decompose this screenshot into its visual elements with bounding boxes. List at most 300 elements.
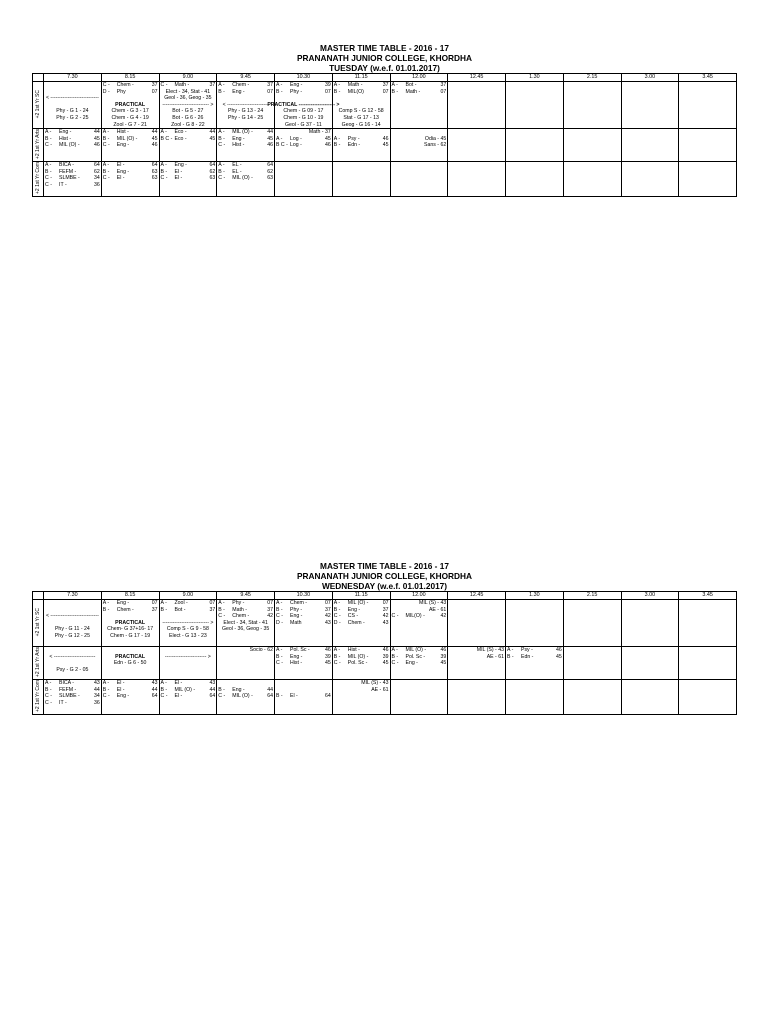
section-code: A - xyxy=(102,162,110,169)
cell-entry xyxy=(103,169,158,176)
room-number: 46 xyxy=(151,142,158,149)
cell-entry: PRACTICAL xyxy=(115,619,146,626)
cell-entry xyxy=(161,687,216,694)
cell-entry xyxy=(45,647,100,654)
room-number: 46 xyxy=(324,647,331,654)
room-number: 42 xyxy=(324,613,331,620)
timetable-cell xyxy=(332,680,390,715)
stream-label-cell xyxy=(33,680,44,715)
subject-name: El - xyxy=(174,168,183,175)
section-code: C - xyxy=(160,175,168,182)
period-header: 8.15 xyxy=(101,592,159,600)
cell-entry xyxy=(334,600,389,607)
section-code: B - xyxy=(218,88,225,95)
cell-entry xyxy=(161,82,216,89)
subject-name: Pol. Sc - xyxy=(347,660,368,667)
cell-entry: Comp S - G 12 - 58 xyxy=(338,108,384,115)
cell-entry xyxy=(161,169,216,176)
section-code: B - xyxy=(160,606,168,613)
subject-name: El - xyxy=(174,693,183,700)
timetable-cell xyxy=(506,129,564,162)
cell-entry xyxy=(45,693,100,700)
cell-entry xyxy=(103,647,158,654)
cell-entry: PRACTICAL xyxy=(115,653,146,660)
subject-name: MIL (O) - xyxy=(232,693,253,700)
subject-name: Eng - xyxy=(116,168,130,175)
stream-row xyxy=(33,600,737,647)
cell-entry xyxy=(218,607,273,614)
subject-name: Bot - xyxy=(405,82,417,88)
cell-entry xyxy=(218,95,273,102)
subject-name: Log - xyxy=(290,135,302,142)
subject-name: El - xyxy=(116,175,125,182)
period-header: 10.30 xyxy=(275,74,333,82)
timetable-cell xyxy=(44,680,102,715)
timetable-tuesday xyxy=(32,43,737,197)
subject-name: Math - xyxy=(347,82,363,88)
room-number: 44 xyxy=(209,129,216,136)
cell-entry xyxy=(507,660,562,667)
cell-entry xyxy=(161,640,216,647)
period-header: 2.15 xyxy=(563,592,621,600)
section-code: C - xyxy=(102,693,110,700)
room-number: 37 xyxy=(382,606,389,613)
timetable-cell xyxy=(621,680,679,715)
cell-entry: MIL (S) - 43 xyxy=(476,647,504,654)
cell-entry: Zool - G 7 - 21 xyxy=(113,121,147,128)
room-number: 39 xyxy=(382,653,389,660)
subject-name: Chem - xyxy=(232,82,250,88)
timetable-title2: PRANANATH JUNIOR COLLEGE, KHORDHA xyxy=(296,571,472,581)
cell-entry: Chem - G 09 - 17 xyxy=(283,108,324,115)
timetable-cell xyxy=(275,162,333,197)
period-header: 10.30 xyxy=(275,592,333,600)
period-header: 1.30 xyxy=(506,74,564,82)
period-header: 7.30 xyxy=(44,74,102,82)
timetable-cell xyxy=(621,162,679,197)
cell-entry xyxy=(45,182,100,189)
subject-name: FEFM - xyxy=(59,686,77,693)
cell-entry: Edn - G 6 - 50 xyxy=(113,660,147,667)
cell-entry xyxy=(276,136,331,143)
subject-name: Math - xyxy=(405,88,421,95)
cell-entry xyxy=(45,89,100,96)
cell-entry xyxy=(276,693,331,700)
cell-entry: Elect - 34, Stat - 41 xyxy=(223,619,268,626)
cell-entry xyxy=(276,687,331,694)
timetable-cell xyxy=(217,647,275,680)
period-header: 1.30 xyxy=(506,592,564,600)
period-header: 3.45 xyxy=(679,592,737,600)
room-number: 07 xyxy=(151,88,158,95)
timetable-cell xyxy=(44,129,102,162)
timetable-cell xyxy=(101,600,159,647)
timetable-cell xyxy=(506,82,564,129)
section-code: A - xyxy=(160,680,167,687)
timetable-cell xyxy=(621,647,679,680)
section-code: A - xyxy=(160,162,167,169)
cell-entry xyxy=(334,626,389,633)
stream-label: +2 1st Yr SC xyxy=(34,89,41,119)
timetable-title1: MASTER TIME TABLE - 2016 - 17 xyxy=(320,43,449,53)
room-number: 62 xyxy=(267,168,273,175)
room-number: 45 xyxy=(382,142,389,149)
section-code: B - xyxy=(276,653,283,660)
cell-entry: PRACTICAL xyxy=(115,101,146,108)
period-header: 9.00 xyxy=(159,74,217,82)
subject-name: El - xyxy=(174,680,183,687)
section-code: B - xyxy=(102,168,110,175)
section-code: A - xyxy=(276,82,283,88)
cell-entry xyxy=(392,647,447,654)
room-number: 44 xyxy=(209,686,216,693)
cell-entry xyxy=(334,142,389,149)
subject-name: Eng - xyxy=(290,613,303,620)
timetable-cell xyxy=(679,680,737,715)
section-code: B - xyxy=(276,606,283,613)
section-code: B - xyxy=(218,135,225,142)
cell-entry xyxy=(392,633,447,640)
cell-entry xyxy=(218,142,273,149)
timetable-cell xyxy=(101,129,159,162)
cell-entry: Bot - G 5 - 27 xyxy=(172,108,204,115)
room-number: 64 xyxy=(93,162,100,169)
cell-entry xyxy=(334,667,389,674)
subject-name: Eng - xyxy=(232,135,245,142)
subject-name: El - xyxy=(174,175,183,182)
cell-entry xyxy=(103,136,158,143)
room-number: 45 xyxy=(209,135,216,142)
cell-entry xyxy=(103,640,158,647)
cell-entry: Zool - G 8 - 22 xyxy=(171,121,205,128)
period-header: 8.15 xyxy=(101,74,159,82)
room-number: 45 xyxy=(324,660,331,667)
cell-entry xyxy=(45,82,100,89)
cell-entry xyxy=(45,149,100,156)
section-code: C - xyxy=(218,175,226,182)
section-code: A - xyxy=(45,680,52,687)
cell-entry xyxy=(103,613,158,620)
stream-label: +2 1st Yr Arts xyxy=(34,647,41,678)
section-code: A - xyxy=(276,647,283,654)
room-number: 34 xyxy=(93,693,100,700)
cell-entry xyxy=(45,660,100,667)
timetable-cell xyxy=(217,680,275,715)
room-number: 37 xyxy=(382,82,389,88)
cell-entry xyxy=(334,149,389,156)
period-header: 3.00 xyxy=(621,592,679,600)
timetable-cell xyxy=(332,82,390,129)
timetable-wednesday xyxy=(32,561,737,715)
section-code: B - xyxy=(391,653,399,660)
cell-entry xyxy=(103,680,158,687)
section-code: B - xyxy=(102,686,110,693)
room-number: 45 xyxy=(440,660,447,667)
cell-entry: < ------------------------ xyxy=(222,101,269,108)
room-number: 63 xyxy=(267,175,273,182)
subject-name: MIL (O) - xyxy=(232,129,253,136)
header-row xyxy=(33,74,737,82)
cell-entry xyxy=(103,149,158,156)
section-code: B - xyxy=(45,168,52,175)
cell-entry xyxy=(161,136,216,143)
timetable-cell xyxy=(159,129,217,162)
section-code: A - xyxy=(45,162,52,169)
timetable-cell xyxy=(448,129,506,162)
section-code: C - xyxy=(102,82,110,88)
subject-name: Eng - xyxy=(405,660,418,667)
cell-entry: AE - 61 xyxy=(486,653,504,660)
cell-entry xyxy=(276,640,331,647)
subject-name: MIL (O) - xyxy=(347,600,369,606)
cell-entry xyxy=(276,700,331,707)
cell-entry xyxy=(392,95,447,102)
room-number: 64 xyxy=(151,162,158,169)
cell-entry xyxy=(276,660,331,667)
room-number: 43 xyxy=(209,680,216,687)
cell-entry xyxy=(161,667,216,674)
room-number: 37 xyxy=(151,82,158,88)
subject-name: Zool - xyxy=(174,600,188,606)
subject-name: Math - xyxy=(174,82,190,88)
timetable-cell xyxy=(390,680,448,715)
room-number: 07 xyxy=(382,88,389,95)
cell-entry xyxy=(334,654,389,661)
section-code: B - xyxy=(45,135,52,142)
cell-entry xyxy=(103,162,158,169)
room-number: 44 xyxy=(151,129,158,136)
timetable-grid xyxy=(32,591,737,715)
subject-name: Eng - xyxy=(347,606,361,613)
timetable-cell xyxy=(44,647,102,680)
cell-entry: < ---------------------------- xyxy=(45,613,99,620)
room-number: 36 xyxy=(93,700,100,707)
cell-entry xyxy=(218,136,273,143)
timetable-title3: WEDNESDAY (w.e.f. 01.01.2017) xyxy=(321,581,448,591)
cell-entry xyxy=(276,654,331,661)
section-code: B - xyxy=(276,88,283,95)
section-code: D - xyxy=(333,619,341,626)
cell-entry xyxy=(218,640,273,647)
cell-entry xyxy=(161,660,216,667)
stream-row xyxy=(33,129,737,162)
cell-entry xyxy=(392,654,447,661)
timetable-title3: TUESDAY (w.e.f. 01.01.2017) xyxy=(329,63,440,73)
subject-name: Hist - xyxy=(116,129,129,136)
cell-entry xyxy=(218,693,273,700)
timetable-cell xyxy=(563,680,621,715)
subject-name: MIL (O) - xyxy=(116,135,138,142)
cell-entry xyxy=(218,129,273,136)
room-number: 64 xyxy=(209,162,216,169)
cell-entry xyxy=(392,626,447,633)
cell-entry: Comp S - G 9 - 58 xyxy=(166,626,209,633)
section-code: B - xyxy=(218,168,225,175)
room-number: 62 xyxy=(209,168,216,175)
cell-entry xyxy=(392,613,447,620)
timetable-cell xyxy=(159,82,217,129)
subject-name: Phy - xyxy=(290,88,303,95)
section-code: C - xyxy=(160,693,168,700)
room-number: 46 xyxy=(93,142,100,149)
subject-name: BICA - xyxy=(59,162,74,169)
section-code: B - xyxy=(276,693,283,700)
cell-entry xyxy=(334,693,389,700)
cell-entry xyxy=(334,82,389,89)
period-header: 11.15 xyxy=(332,592,390,600)
subject-name: Psy - xyxy=(521,647,533,654)
section-code: A - xyxy=(333,82,341,88)
stream-row xyxy=(33,162,737,197)
cell-entry xyxy=(392,122,447,129)
cell-entry xyxy=(103,89,158,96)
cell-entry xyxy=(218,700,273,707)
timetable-cell xyxy=(217,82,275,129)
section-code: A - xyxy=(102,680,110,687)
subject-name: BICA - xyxy=(59,680,74,687)
room-number: 37 xyxy=(440,82,447,88)
stream-row xyxy=(33,647,737,680)
cell-entry: Odia - 45 xyxy=(424,135,447,142)
section-code: C - xyxy=(45,142,52,149)
subject-name: Pol. Sc - xyxy=(405,653,426,660)
cell-entry: Phy - G 1 - 24 xyxy=(56,108,89,115)
timetable-cell xyxy=(563,129,621,162)
cell-entry xyxy=(161,149,216,156)
room-number: 43 xyxy=(324,619,331,626)
room-number: 45 xyxy=(267,135,273,142)
section-code: B - xyxy=(507,653,514,660)
cell-entry xyxy=(161,129,216,136)
section-code: B C - xyxy=(276,142,288,149)
cell-entry xyxy=(218,660,273,667)
room-number: 42 xyxy=(267,613,273,620)
period-header: 9.45 xyxy=(217,74,275,82)
cell-entry xyxy=(449,660,504,667)
room-number: 37 xyxy=(267,606,273,613)
timetable-grid xyxy=(32,73,737,197)
cell-entry xyxy=(392,149,447,156)
room-number: 07 xyxy=(440,88,447,95)
subject-name: Chem - xyxy=(347,619,365,626)
section-code: A - xyxy=(160,129,167,136)
cell-entry xyxy=(218,680,273,687)
cell-entry: Elect - G 13 - 23 xyxy=(168,632,207,639)
subject-name: El - xyxy=(116,162,125,169)
timetable-cell xyxy=(506,647,564,680)
timetable-cell xyxy=(448,82,506,129)
subject-name: CS - xyxy=(347,613,359,620)
timetable-cell xyxy=(679,129,737,162)
timetable-cell xyxy=(679,600,737,647)
room-number: 46 xyxy=(382,647,389,654)
room-number: 64 xyxy=(324,693,331,700)
cell-entry xyxy=(276,620,331,627)
timetable-cell xyxy=(159,680,217,715)
timetable-cell xyxy=(332,162,390,197)
subject-name: Phy - xyxy=(232,600,245,606)
section-code: A - xyxy=(218,82,225,88)
subject-name: FEFM - xyxy=(59,168,77,175)
cell-entry xyxy=(45,620,100,627)
room-number: 63 xyxy=(151,175,158,182)
subject-name: Phy xyxy=(116,88,126,95)
room-number: 44 xyxy=(267,686,273,693)
timetable-cell xyxy=(679,82,737,129)
cell-entry: AE - 61 xyxy=(428,606,447,613)
section-code: A - xyxy=(333,647,341,654)
cell-entry xyxy=(218,182,273,189)
room-number: 39 xyxy=(324,82,331,88)
room-number: 37 xyxy=(267,82,273,88)
section-code: C - xyxy=(218,693,226,700)
timetable-cell xyxy=(621,129,679,162)
timetable-cell xyxy=(563,600,621,647)
section-code: A - xyxy=(276,135,283,142)
subject-name: Eng - xyxy=(290,82,303,88)
timetable-cell xyxy=(506,162,564,197)
cell-entry xyxy=(218,175,273,182)
subject-name: SLMBE - xyxy=(59,693,80,700)
cell-entry xyxy=(161,700,216,707)
cell-entry xyxy=(103,142,158,149)
section-code: A - xyxy=(276,600,283,606)
cell-entry: MIL (S) - 43 xyxy=(419,600,447,606)
cell-entry: Phy - G 11 - 24 xyxy=(54,626,90,633)
timetable-cell xyxy=(267,82,340,129)
room-number: 37 xyxy=(209,82,216,88)
stream-row xyxy=(33,680,737,715)
room-number: 45 xyxy=(555,653,562,660)
cell-entry xyxy=(276,600,331,607)
cell-entry xyxy=(334,95,389,102)
timetable-cell xyxy=(44,162,102,197)
cell-entry xyxy=(103,82,158,89)
room-number: 07 xyxy=(151,600,158,606)
room-number: 42 xyxy=(382,613,389,620)
subject-name: MIL (O) - xyxy=(59,142,80,149)
cell-entry xyxy=(45,102,100,109)
cell-entry xyxy=(161,175,216,182)
room-number: 43 xyxy=(151,680,158,687)
subject-name: Chem - xyxy=(232,613,250,620)
room-number: 64 xyxy=(267,162,273,169)
cell-entry xyxy=(334,129,389,136)
cell-entry: ------------------------ > xyxy=(164,653,211,660)
stream-label: +2 1st Yr Com xyxy=(34,162,41,195)
subject-name: IT - xyxy=(59,700,67,707)
cell-entry xyxy=(276,680,331,687)
cell-entry xyxy=(45,169,100,176)
cell-entry xyxy=(103,600,158,607)
room-number: 42 xyxy=(440,613,447,620)
room-number: 45 xyxy=(93,135,100,142)
cell-entry xyxy=(218,687,273,694)
cell-entry xyxy=(334,89,389,96)
cell-entry xyxy=(45,680,100,687)
section-code: A - xyxy=(391,82,398,88)
cell-entry xyxy=(45,129,100,136)
room-number: 07 xyxy=(267,88,273,95)
cell-entry: --------------------------- > xyxy=(162,101,214,108)
room-number: 46 xyxy=(267,142,273,149)
room-number: 07 xyxy=(267,600,273,606)
section-code: B - xyxy=(45,686,52,693)
cell-entry xyxy=(392,89,447,96)
section-code: C - xyxy=(102,175,110,182)
section-code: A - xyxy=(391,647,398,654)
period-header: 7.30 xyxy=(44,592,102,600)
